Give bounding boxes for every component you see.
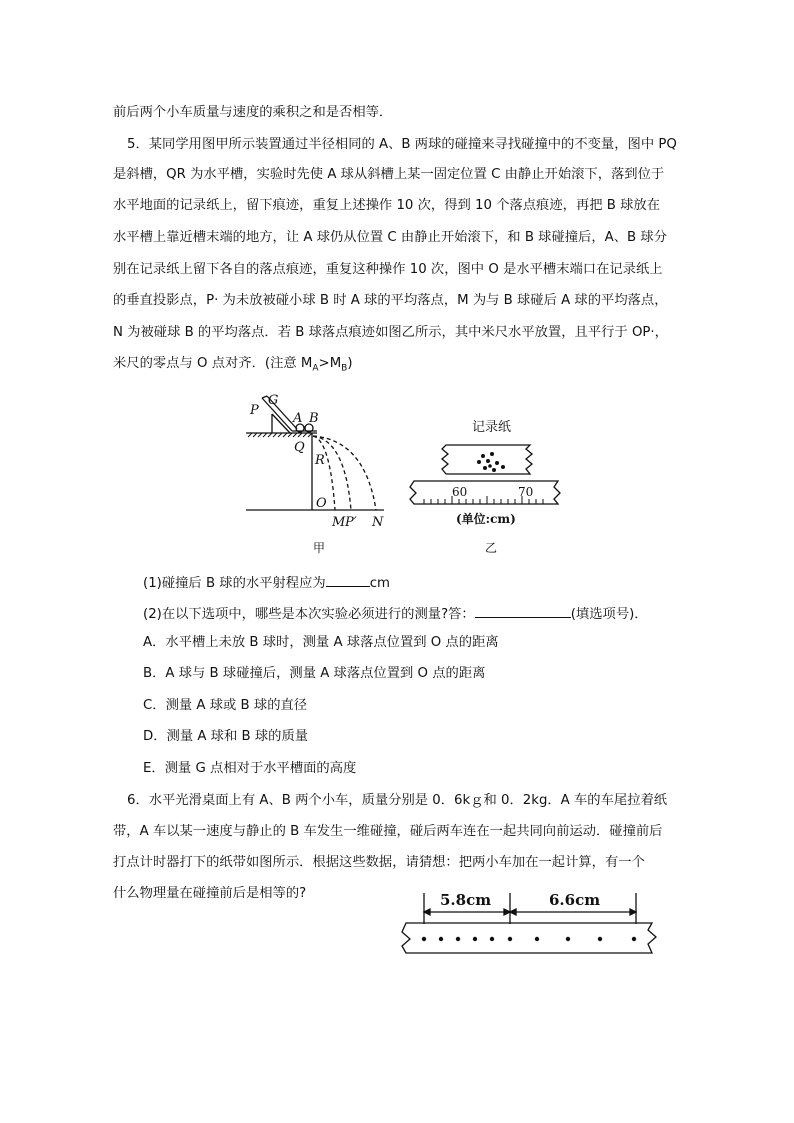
label-o: O [316, 496, 327, 511]
label-m: M [332, 515, 346, 530]
option-d: D．测量 A 球和 B 球的质量 [143, 729, 309, 744]
question-5-line-4: 水平槽上靠近槽末端的地方，让 A 球仍从位置 C 由静止开始滚下，和 B 球碰撞后，A、B 球分 [113, 230, 667, 245]
label-p-prime: P′ [345, 515, 357, 530]
record-paper-label: 记录纸 [472, 420, 512, 435]
tape-label-left: 5.8cm [440, 891, 492, 909]
option-c: C．测量 A 球或 B 球的直径 [143, 698, 308, 713]
option-a: A．水平槽上未放 B 球时，测量 A 球落点位置到 O 点的距离 [143, 635, 499, 650]
ruler-unit-label: (单位:cm) [456, 512, 516, 526]
tape-label-right: 6.6cm [549, 891, 601, 909]
label-n: N [372, 515, 384, 530]
label-q: Q [294, 440, 305, 455]
question-6-line-3: 打点计时器打下的纸带如图所示．根据这些数据，请猜想：把两小车加在一起计算，有一个 [113, 855, 645, 870]
label-g: G [268, 393, 279, 408]
q1-prefix: (1)碰撞后 B 球的水平射程应为 [143, 576, 326, 591]
mass-note-mid: >M [318, 356, 342, 371]
mass-note-prefix: 米尺的零点与 O 点对齐．(注意 M [113, 356, 313, 371]
question-5-part-2 [143, 605, 648, 621]
question-5-part-1 [143, 574, 390, 590]
caption-yi: 乙 [485, 541, 498, 555]
option-e: E．测量 G 点相对于水平槽面的高度 [143, 761, 357, 776]
ruler-tick-60: 60 [452, 485, 468, 499]
question-5-line-2: 是斜槽，QR 为水平槽，实验时先使 A 球从斜槽上某一固定位置 C 由静止开始滚下，落到位于 [113, 167, 665, 182]
q2-suffix: (填选项号)． [570, 607, 648, 622]
question-5-line-7: N 为被碰球 B 的平均落点．若 B 球落点痕迹如图乙所示，其中米尺水平放置，且平行于 OP·， [113, 325, 668, 340]
question-5-line-6: 的垂直投影点，P· 为未放被碰小球 B 时 A 球的平均落点，M 为与 B 球碰后 A 球的平均落点， [113, 293, 668, 308]
caption-jia: 甲 [313, 541, 326, 555]
q2-prefix: (2)在以下选项中，哪些是本次实验必须进行的测量?答： [143, 607, 475, 622]
mass-note-suffix: ) [347, 356, 353, 371]
question-6-line-1: 6．水平光滑桌面上有 A、B 两个小车，质量分别是 0．6kｇ和 0．2kg．A 车的车尾拉着纸 [127, 793, 668, 808]
question-6-line-4: 什么物理量在碰撞前后是相等的? [113, 886, 307, 901]
tape-dots [422, 937, 636, 941]
mass-sub-b: B [341, 363, 348, 374]
q1-answer-blank[interactable] [326, 574, 370, 587]
label-b: B [309, 411, 319, 426]
option-b: B．A 球与 B 球碰撞后，测量 A 球落点位置到 O 点的距离 [143, 666, 486, 681]
q1-suffix: cm [369, 576, 390, 591]
label-a: A [293, 411, 303, 426]
figure-yi [410, 445, 560, 504]
mass-sub-a: A [312, 363, 319, 374]
question-5-line-5: 别在记录纸上留下各自的落点痕迹，重复这种操作 10 次，图中 O 是水平槽末端口在记录纸上 [113, 262, 663, 277]
label-r: R [315, 453, 325, 468]
question-6-line-2: 带，A 车以某一速度与静止的 B 车发生一维碰撞，碰后两车连在一起共同向前运动．碰撞前后 [113, 824, 663, 839]
text-line-1: 前后两个小车质量与速度的乘积之和是否相等． [113, 105, 393, 120]
ruler [410, 481, 560, 504]
label-p: P [250, 403, 259, 418]
q2-answer-blank[interactable] [475, 605, 571, 618]
landing-dots [477, 452, 505, 472]
question-5-line-1: 5．某同学用图甲所示装置通过半径相同的 A、B 两球的碰撞来寻找碰撞中的不变量，图中 PQ [127, 137, 677, 152]
ruler-tick-70: 70 [518, 485, 534, 499]
question-5-line-3: 水平地面的记录纸上，留下痕迹，重复上述操作 10 次，得到 10 个落点痕迹，再把 B 球放在 [113, 198, 661, 213]
